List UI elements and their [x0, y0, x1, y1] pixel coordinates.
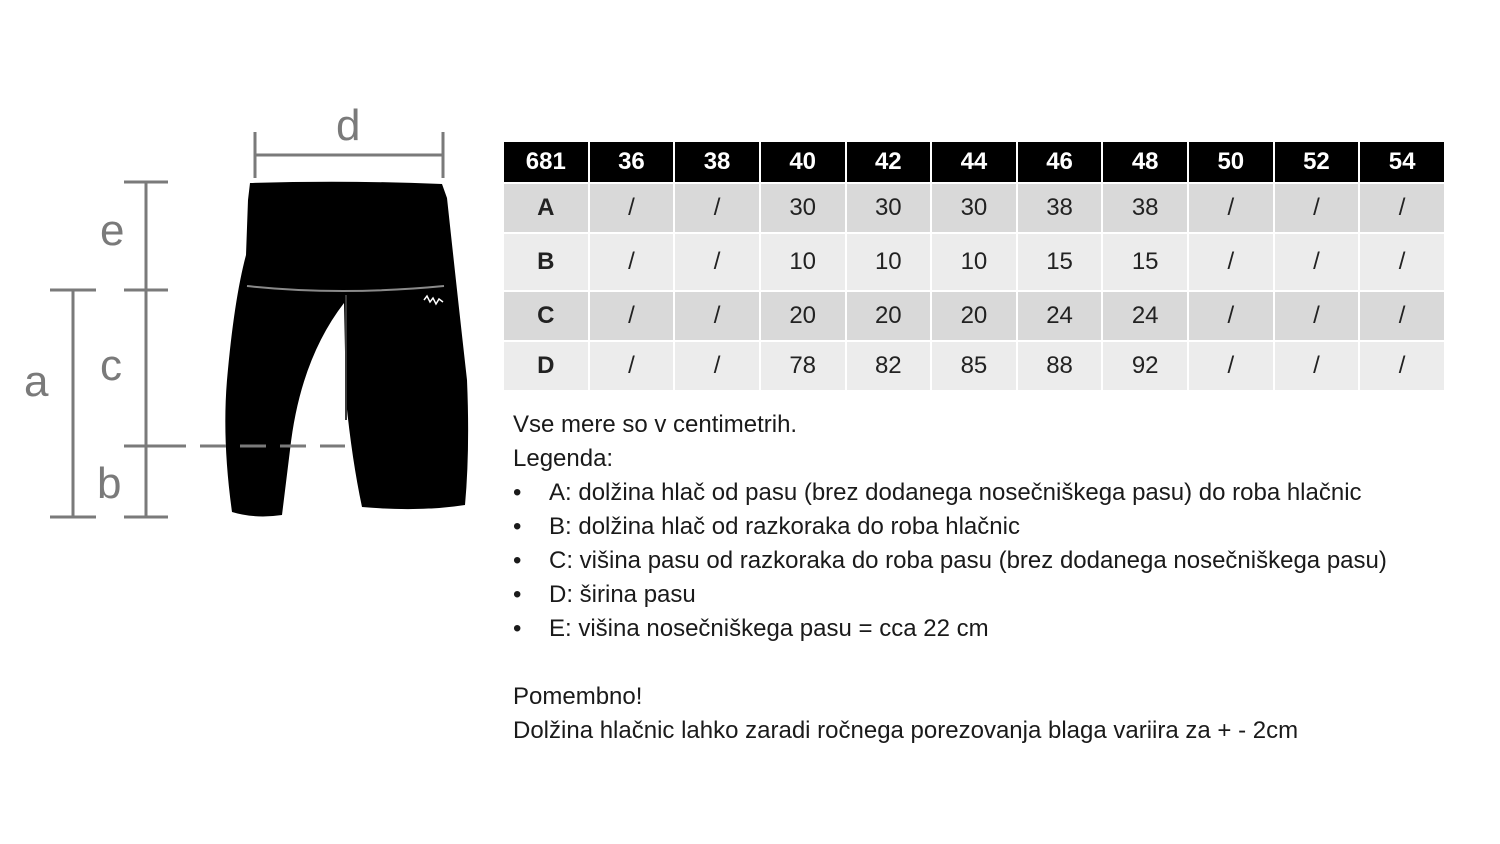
legend-title: Legenda: [513, 445, 614, 472]
table-cell: 82 [846, 341, 932, 391]
header-size: 48 [1102, 141, 1188, 183]
table-cell: / [1359, 183, 1445, 233]
label-a: a [24, 357, 49, 406]
header-size: 50 [1188, 141, 1274, 183]
table-cell: 38 [1102, 183, 1188, 233]
table-cell: / [1359, 341, 1445, 391]
table-cell: 15 [1102, 233, 1188, 291]
header-size: 44 [931, 141, 1017, 183]
legend-item [513, 510, 1473, 544]
important-title: Pomembno! [513, 683, 643, 710]
table-cell: 20 [760, 291, 846, 341]
label-e: e [100, 206, 125, 255]
bullet-icon: • [513, 581, 522, 608]
legend-item-text: C: višina pasu od razkoraka do roba pasu (brez dodanega nosečniškega pasu) [549, 547, 1387, 574]
table-cell: 38 [1017, 183, 1103, 233]
table-cell: 30 [931, 183, 1017, 233]
table-cell: 24 [1102, 291, 1188, 341]
legend-item [513, 476, 1473, 510]
table-cell: / [674, 291, 760, 341]
legend-item-text: E: višina nosečniškega pasu = cca 22 cm [549, 615, 989, 642]
header-size: 54 [1359, 141, 1445, 183]
bullet-icon: • [513, 547, 522, 574]
table-cell: 88 [1017, 341, 1103, 391]
spacer [513, 646, 1473, 680]
dimension-a [50, 290, 96, 517]
legend-item [513, 544, 1473, 578]
table-cell: / [1188, 183, 1274, 233]
header-size: 36 [589, 141, 675, 183]
legend-item-text: A: dolžina hlač od pasu (brez dodanega nosečniškega pasu) do roba hlačnic [549, 479, 1362, 506]
row-label: C [503, 291, 589, 341]
table-cell: / [674, 233, 760, 291]
row-label: D [503, 341, 589, 391]
header-size: 52 [1274, 141, 1360, 183]
dimension-e-c-b [124, 182, 168, 517]
notes-section [513, 408, 1473, 748]
table-cell: 10 [931, 233, 1017, 291]
table-cell: / [1274, 233, 1360, 291]
header-size: 46 [1017, 141, 1103, 183]
table-cell: 30 [760, 183, 846, 233]
table-cell: 24 [1017, 291, 1103, 341]
table-cell: / [1359, 233, 1445, 291]
legend-item [513, 578, 1473, 612]
table-cell: 78 [760, 341, 846, 391]
table-row [503, 183, 1445, 233]
table-cell: / [1274, 183, 1360, 233]
header-size: 38 [674, 141, 760, 183]
table-cell: / [1188, 341, 1274, 391]
table-cell: / [1274, 291, 1360, 341]
table-cell: 10 [760, 233, 846, 291]
header-size: 40 [760, 141, 846, 183]
bullet-icon: • [513, 615, 522, 642]
label-b: b [97, 459, 122, 508]
legend-item-text: B: dolžina hlač od razkoraka do roba hlačnic [549, 513, 1020, 540]
table-cell: / [1188, 233, 1274, 291]
header-size: 42 [846, 141, 932, 183]
table-cell: 92 [1102, 341, 1188, 391]
important-text: Dolžina hlačnic lahko zaradi ročnega porezovanja blaga variira za + - 2cm [513, 717, 1299, 744]
table-row [503, 291, 1445, 341]
table-cell: / [674, 183, 760, 233]
legend-item [513, 612, 1473, 646]
table-cell: / [589, 341, 675, 391]
table-header-row [503, 141, 1445, 183]
label-c: c [100, 341, 122, 390]
size-chart-table [502, 140, 1446, 392]
table-cell: / [1274, 341, 1360, 391]
units-note: Vse mere so v centimetrih. [513, 411, 798, 438]
header-model-number: 681 [503, 141, 589, 183]
table-cell: / [589, 233, 675, 291]
row-label: A [503, 183, 589, 233]
label-d: d [336, 101, 361, 150]
table-cell: 15 [1017, 233, 1103, 291]
bullet-icon: • [513, 479, 522, 506]
table-cell: 30 [846, 183, 932, 233]
legend-item-text: D: širina pasu [549, 581, 696, 608]
table-cell: 20 [931, 291, 1017, 341]
legend-list [513, 476, 1473, 646]
table-cell: 10 [846, 233, 932, 291]
table-cell: / [674, 341, 760, 391]
row-label: B [503, 233, 589, 291]
table-row [503, 341, 1445, 391]
table-row [503, 233, 1445, 291]
table-cell: / [589, 183, 675, 233]
table-cell: / [1188, 291, 1274, 341]
table-cell: 20 [846, 291, 932, 341]
table-cell: / [1359, 291, 1445, 341]
table-cell: 85 [931, 341, 1017, 391]
table-cell: / [589, 291, 675, 341]
bullet-icon: • [513, 513, 522, 540]
shorts-measurement-diagram [0, 0, 500, 844]
